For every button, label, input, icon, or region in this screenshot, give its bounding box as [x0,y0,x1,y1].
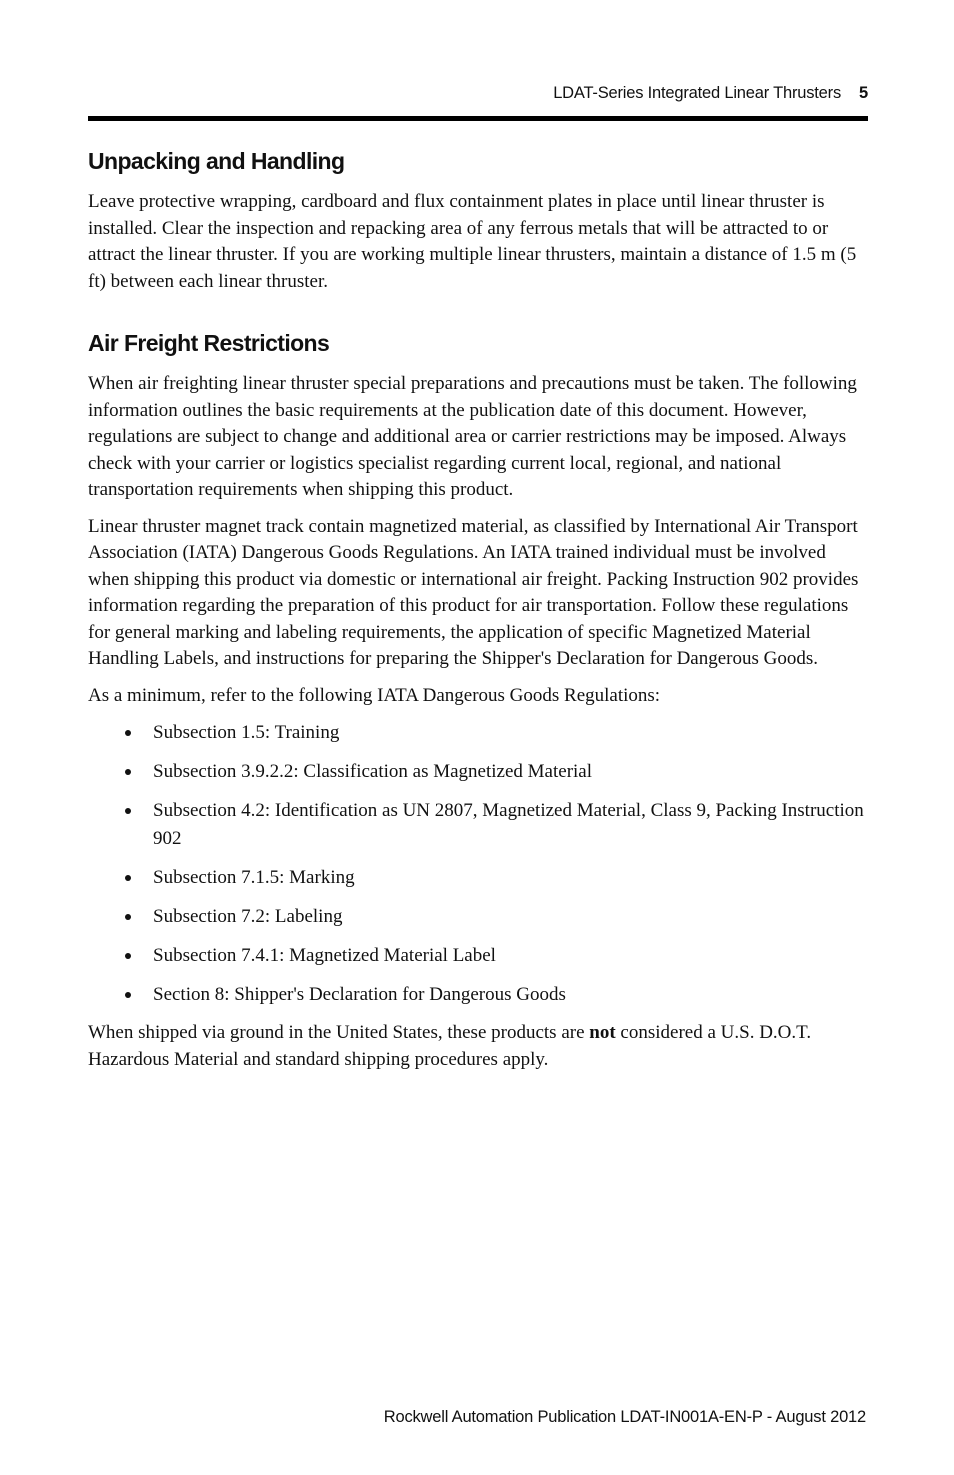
bullet-icon [125,914,131,920]
header-rule [88,116,868,121]
list-item-text: Subsection 7.1.5: Marking [153,867,355,888]
running-header [553,84,868,103]
list-item [88,942,868,970]
list-item-text: Subsection 3.9.2.2: Classification as Magnetized Material [153,761,593,782]
bullet-icon [125,730,131,736]
bullet-icon [125,953,131,959]
list-item [88,797,868,853]
air-freight-paragraph-2: Linear thruster magnet track contain magnetized material, as classified by International Air Transport Association (IATA) Dangerous Goods Regulations. An IATA trained individual must be involved when shipping this product via domestic or international air freight. Packing Instruction 902 provides information regarding the preparation of this product for air transportation. Follow these regulations for general marking and labeling requirements, the application of specific Magnetized Material Handling Labels, and instructions for preparing the Shipper's Declaration for Dangerous Goods. [88,515,859,669]
section-heading-unpacking: Unpacking and Handling [88,148,345,174]
list-item [88,758,868,786]
ground-text-after: considered a U.S. D.O.T. Hazardous Material and standard shipping procedures apply. [88,1022,812,1070]
page-footer: Rockwell Automation Publication LDAT-IN001A-EN-P - August 2012 [383,1408,866,1426]
air-freight-paragraph-3: As a minimum, refer to the following IATA Dangerous Goods Regulations: [88,684,661,706]
regulations-list [88,719,868,1009]
list-item-text: Subsection 7.4.1: Magnetized Material Label [153,945,496,966]
list-item [88,903,868,931]
list-item [88,864,868,892]
list-item-text: Subsection 4.2: Identification as UN 2807, Magnetized Material, Class 9, Packing Instruction 902 [153,800,864,849]
unpacking-paragraph: Leave protective wrapping, cardboard and flux containment plates in place until linear thruster is installed. Clear the inspection and repacking area of any ferrous metals that will be attracted to or attract the linear thruster. If you are working multiple linear thrusters, maintain a distance of 1.5 m (5 ft) between each linear thruster. [88,191,857,292]
bullet-icon [125,875,131,881]
page-content [88,146,868,1083]
bullet-icon [125,992,131,998]
list-item-text: Subsection 1.5: Training [153,722,340,743]
ground-text-bold: not [589,1022,616,1043]
page-number: 5 [859,84,868,102]
list-item-text: Subsection 7.2: Labeling [153,906,343,927]
header-title: LDAT-Series Integrated Linear Thrusters [553,84,842,102]
ground-shipping-paragraph [88,1020,868,1073]
air-freight-paragraph-1: When air freighting linear thruster special preparations and precautions must be taken. The following information outlines the basic requirements at the publication date of this document. However, regulations are subject to change and additional area or carrier restrictions may be imposed. Always check with your carrier or logistics specialist regarding current local, regional, and national transportation requirements when shipping this product. [88,373,857,500]
list-item [88,719,868,747]
list-item [88,981,868,1009]
section-heading-air-freight: Air Freight Restrictions [88,330,330,356]
bullet-icon [125,808,131,814]
bullet-icon [125,769,131,775]
ground-text-before: When shipped via ground in the United States, these products are [88,1022,590,1043]
list-item-text: Section 8: Shipper's Declaration for Dangerous Goods [153,984,566,1005]
